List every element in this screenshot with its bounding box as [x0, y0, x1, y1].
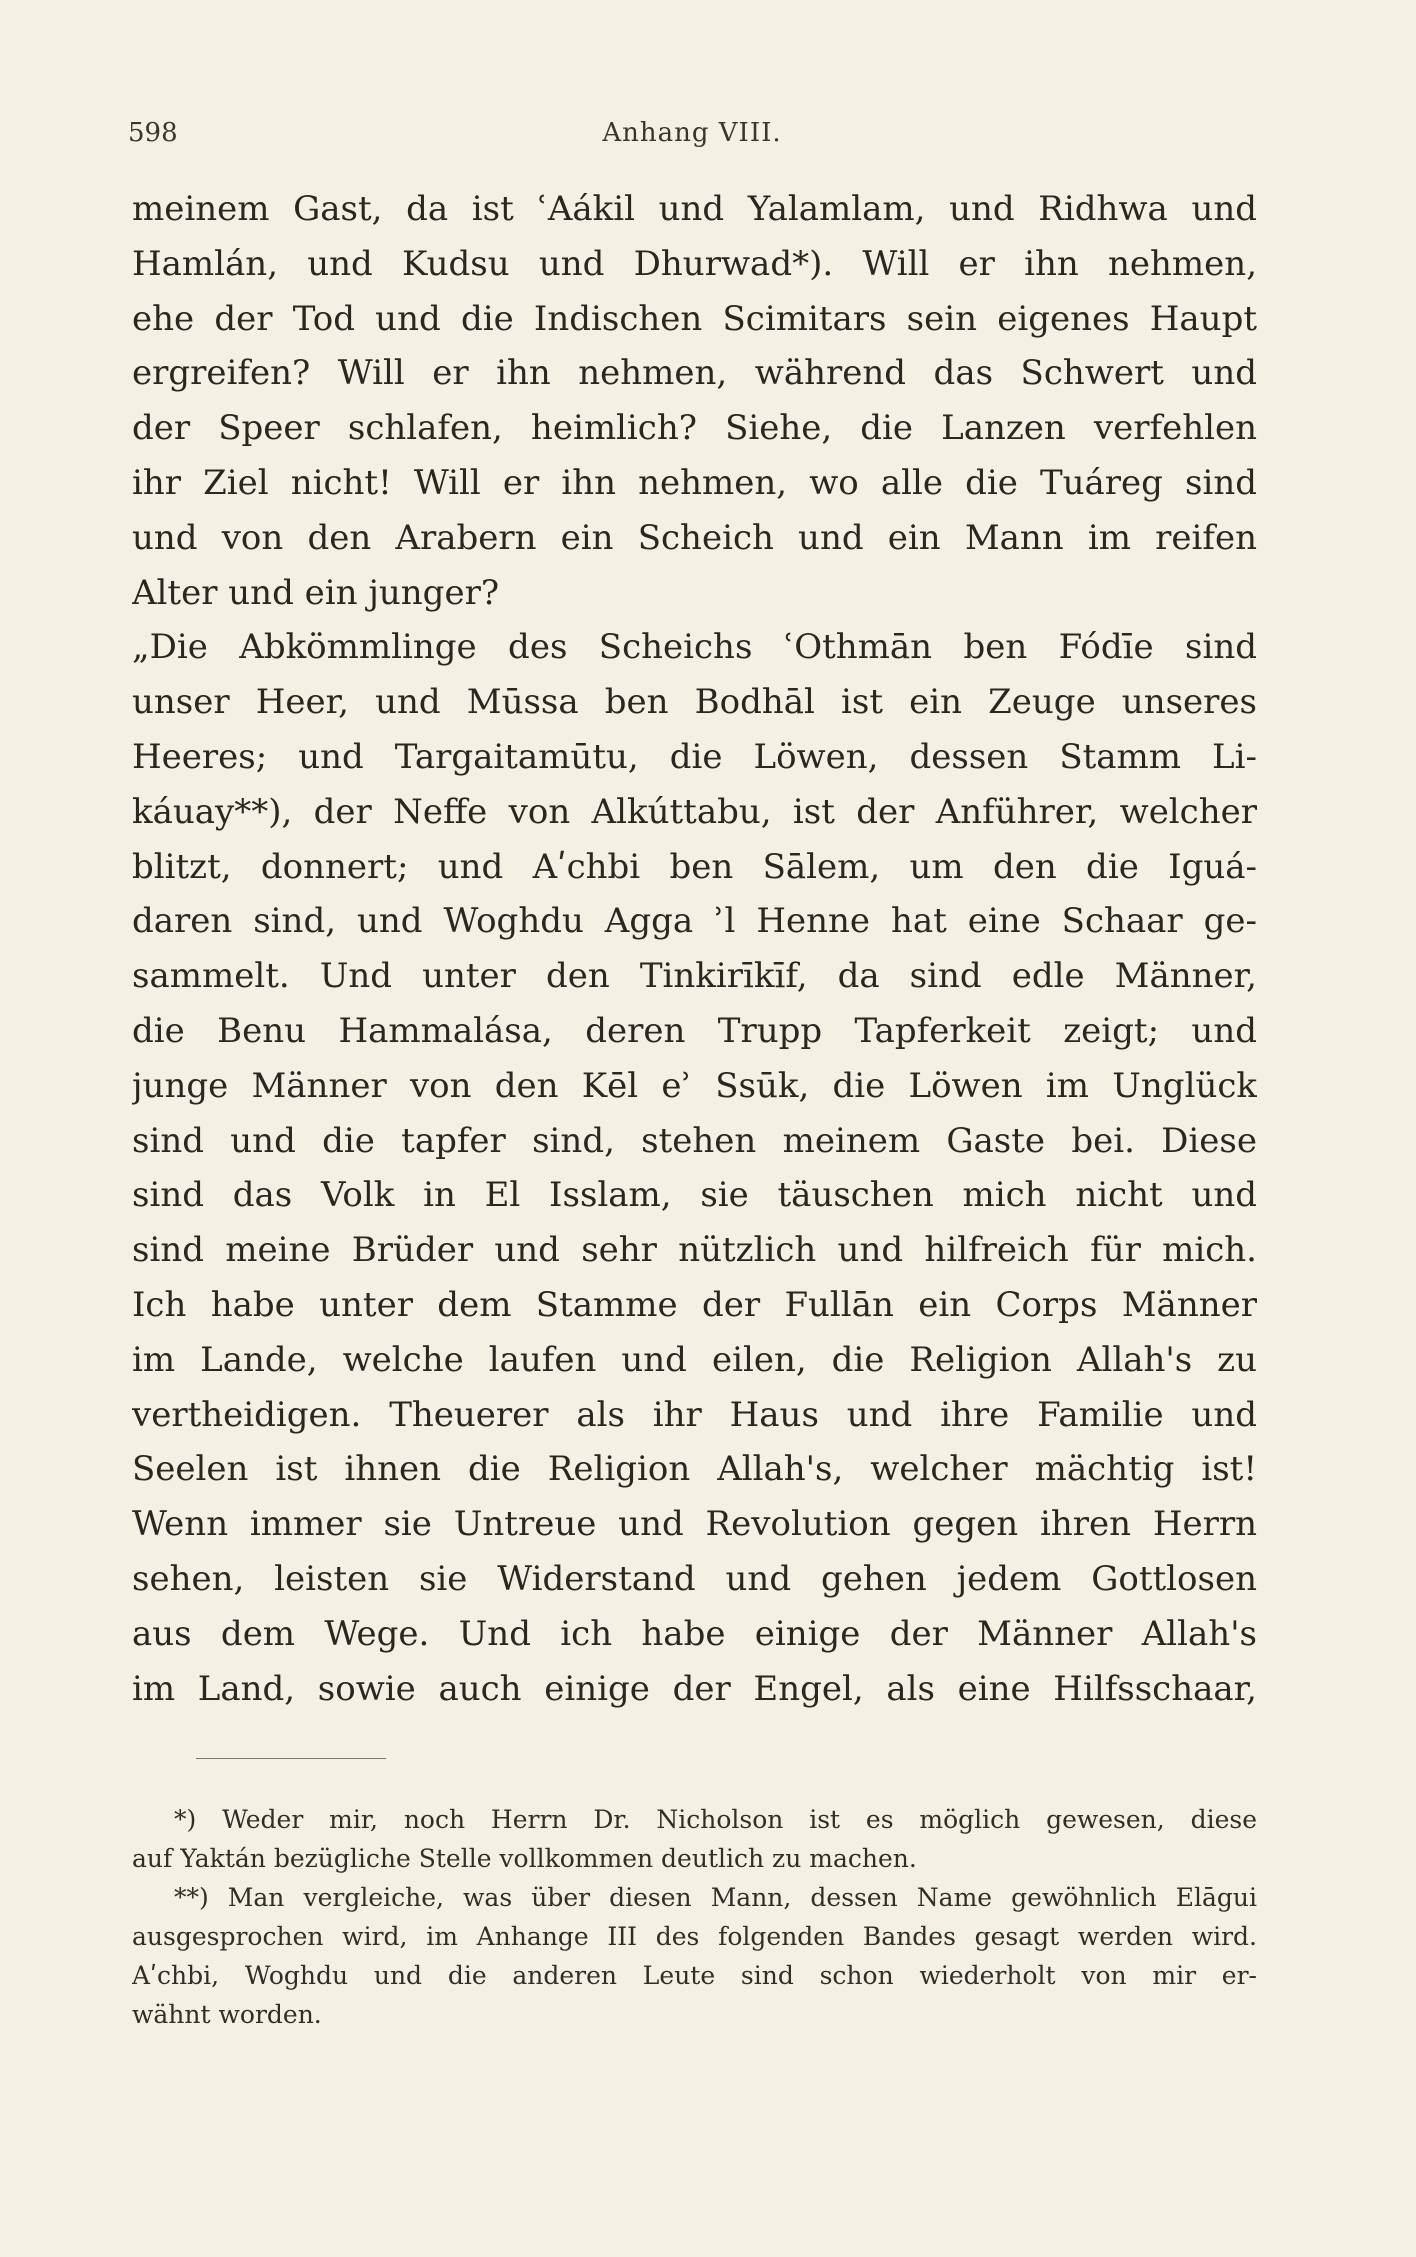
- text-line: aus dem Wege. Und ich habe einige der Männer Allah's: [132, 1613, 1257, 1654]
- text-line: sind meine Brüder und sehr nützlich und hilfreich für mich.: [132, 1230, 1257, 1271]
- text-line: unser Heer, und Mūssa ben Bodhāl ist ein Zeuge unseres: [132, 682, 1257, 723]
- page-number: 598: [128, 118, 178, 148]
- text-line: im Land, sowie auch einige der Engel, als eine Hilfsschaar,: [132, 1668, 1257, 1709]
- text-line: sehen, leisten sie Widerstand und gehen jedem Gottlosen: [132, 1558, 1257, 1599]
- footnote-line: wähnt worden.: [132, 2000, 322, 2029]
- chapter-title: Anhang VIII.: [602, 118, 782, 148]
- text-line: sind und die tapfer sind, stehen meinem Gaste bei. Diese: [132, 1120, 1257, 1161]
- footnote-line: ausgesprochen wird, im Anhange III des folgenden Bandes gesagt werden wird.: [132, 1922, 1257, 1951]
- text-line: blitzt, donnert; und Aʹchbi ben Sālem, um den die Iguá-: [132, 846, 1257, 887]
- text-line: sind das Volk in El Isslam, sie täuschen mich nicht und: [132, 1175, 1257, 1216]
- text-line: die Benu Hammalása, deren Trupp Tapferkeit zeigt; und: [132, 1010, 1257, 1051]
- footnote-line: Aʹchbi, Woghdu und die anderen Leute sind schon wiederholt von mir er-: [132, 1961, 1257, 1990]
- text-line: „Die Abkömmlinge des Scheichs ʿOthmān ben Fódīe sind: [132, 627, 1257, 668]
- text-line: vertheidigen. Theuerer als ihr Haus und ihre Familie und: [132, 1394, 1257, 1435]
- text-line: Alter und ein junger?: [132, 572, 500, 613]
- text-line: und von den Arabern ein Scheich und ein Mann im reifen: [132, 517, 1257, 558]
- text-line: Ich habe unter dem Stamme der Fullān ein Corps Männer: [132, 1284, 1257, 1325]
- text-line: Heeres; und Targaitamūtu, die Löwen, dessen Stamm Li-: [132, 736, 1257, 777]
- running-head: [128, 118, 1256, 158]
- text-line: ergreifen? Will er ihn nehmen, während das Schwert und: [132, 353, 1257, 394]
- text-line: meinem Gast, da ist ʿAákil und Yalamlam, und Ridhwa und: [132, 189, 1257, 229]
- text-line: im Lande, welche laufen und eilen, die Religion Allah's zu: [132, 1339, 1257, 1380]
- text-line: Hamlán, und Kudsu und Dhurwad*). Will er ihn nehmen,: [132, 243, 1257, 284]
- text-line: der Speer schlafen, heimlich? Siehe, die Lanzen verfehlen: [132, 408, 1257, 449]
- main-text: [132, 182, 1257, 1716]
- footnote-line: *) Weder mir, noch Herrn Dr. Nicholson ist es möglich gewesen, diese: [174, 1805, 1257, 1834]
- text-line: káuay**), der Neffe von Alkúttabu, ist der Anführer, welcher: [132, 791, 1257, 832]
- text-line: ihr Ziel nicht! Will er ihn nehmen, wo alle die Tuáreg sind: [132, 462, 1257, 503]
- footnotes: [132, 1800, 1257, 2034]
- text-line: junge Männer von den Kēl eʾ Ssūk, die Löwen im Unglück: [132, 1065, 1257, 1106]
- text-line: ehe der Tod und die Indischen Scimitars sein eigenes Haupt: [132, 298, 1257, 339]
- text-line: Wenn immer sie Untreue und Revolution gegen ihren Herrn: [132, 1504, 1257, 1545]
- text-line: daren sind, und Woghdu Agga ʾl Henne hat eine Schaar ge-: [132, 901, 1257, 942]
- footnote-divider: [196, 1758, 386, 1759]
- text-line: Seelen ist ihnen die Religion Allah's, welcher mächtig ist!: [132, 1449, 1257, 1490]
- footnote-line: **) Man vergleiche, was über diesen Mann, dessen Name gewöhnlich Elāgui: [174, 1883, 1257, 1912]
- footnote-line: auf Yaktán bezügliche Stelle vollkommen deutlich zu machen.: [132, 1844, 917, 1873]
- text-line: sammelt. Und unter den Tinkirīkīf, da sind edle Männer,: [132, 956, 1257, 997]
